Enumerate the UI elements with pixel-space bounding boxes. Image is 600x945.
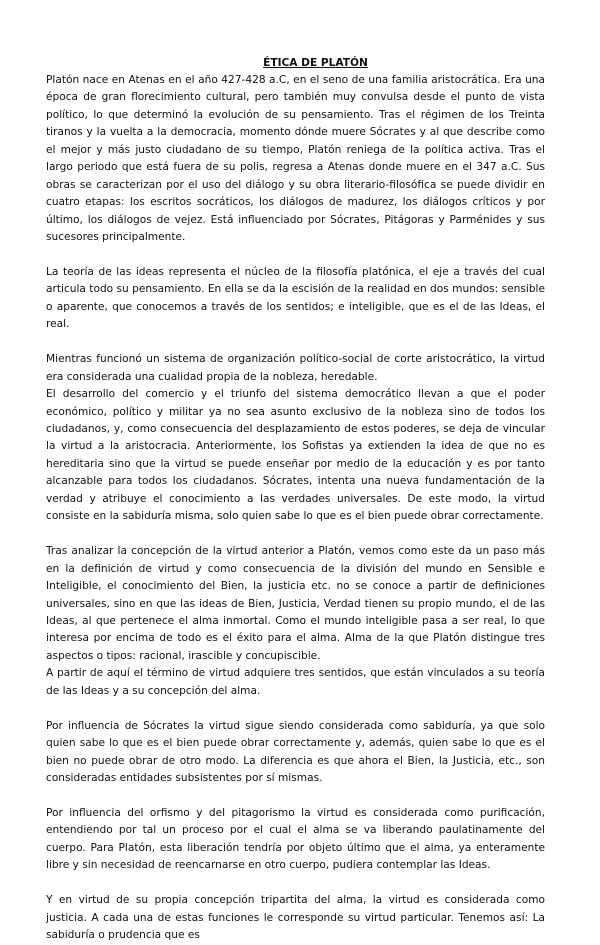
paragraph-democracy-virtue: El desarrollo del comercio y el triunfo del sistema democrático llevan a que el poder económico, político y militar ya no sea asunto exclusivo de la nobleza sino de todos los ciudadanos, y, como consecuencia del desplazamiento de estos poderes, se deja de vincular la virtud a la aristocracia. Anteriormente, los Sofistas ya extienden la idea de que no es hereditaria sino que la virtud se puede enseñar por medio de la educación y es por tanto alcanzable para todos los ciudadanos. Sócrates, intenta una nueva fundamentación de la verdad y atribuye el conocimiento a las verdades universales. De este modo, la virtud consiste en la sabiduría misma, solo quien sabe lo que es el bien puede obrar correctamente. [46, 388, 545, 523]
paragraph-gap [46, 700, 545, 717]
paragraph-aristocratic-virtue: Mientras funcionó un sistema de organización político-social de corte aristocrático, la virtud era considerada una cualidad propia de la nobleza, heredable. [46, 353, 545, 383]
paragraph-gap [46, 875, 545, 892]
paragraph-gap [46, 526, 545, 543]
paragraph-gap [46, 788, 545, 805]
paragraph-virtue-justice: Y en virtud de su propia concepción tripartita del alma, la virtud es considerada como justicia. A cada una de estas funciones le corresponde su virtud particular. Tenemos así: La sabiduría o prudencia que es [46, 894, 545, 942]
document-title: ÉTICA DE PLATÓN [263, 57, 368, 69]
paragraph-platonic-virtue: Tras analizar la concepción de la virtud anterior a Platón, vemos como este da un paso más en la definición de virtud y como consecuencia de la división del mundo en Sensible e Inteligible, el conocimiento del Bien, la justicia etc. no se conoce a partir de definiciones universales, sino en que las ideas de Bien, Justicia, Verdad tienen su propio mundo, el de las Ideas, al que pertenece el alma inmortal. Como el mundo inteligible pasa a ser real, lo que interesa por encima de todo es el éxito para el alma. Alma de la que Platón distingue tres aspectos o tipos: racional, irascible y concupiscible. [46, 545, 545, 662]
paragraph-gap [46, 334, 545, 351]
paragraph-virtue-purification: Por influencia del orfismo y del pitagorismo la virtud es considerada como purificación, entendiendo por tal un proceso por el cual el alma se va liberando paulatinamente del cuerpo. Para Platón, esta liberación tendría por objeto último que el alma, ya enteramente libre y sin necesidad de reencarnarse en otro cuerpo, pudiera contemplar las Ideas. [46, 806, 545, 872]
paragraph-three-senses: A partir de aquí el término de virtud adquiere tres sentidos, que están vinculados a su teoría de las Ideas y a su concepción del alma. [46, 667, 545, 697]
paragraph-biography: Platón nace en Atenas en el año 427-428 a.C, en el seno de una familia aristocrática. Era una época de gran florecimiento cultural, pero también muy convulsa desde el punto de vista político, lo que determinó la evolución de su pensamiento. Tras el régimen de los Treinta tiranos y la vuelta a la democracia, momento dónde muere Sócrates y al que describe como el mejor y más justo ciudadano de su tiempo, Platón reniega de la política activa. Tras el largo periodo que está fuera de su polis, regresa a Atenas donde muere en el 347 a.C. Sus obras se caracterizan por el uso del diálogo y su obra literario-filosófica se puede dividir en cuatro etapas: los escritos socráticos, los diálogos de madurez, los diálogos críticos y por último, los diálogos de vejez. Está influenciado por Sócrates, Pitágoras y Parménides y sus sucesores principalmente. [46, 74, 545, 244]
paragraph-virtue-wisdom: Por influencia de Sócrates la virtud sigue siendo considerada como sabiduría, ya que solo quien sabe lo que es el bien puede obrar correctamente y, además, quien sabe lo que es el bien no puede obrar de otro modo. La diferencia es que ahora el Bien, la Justicia, etc., son consideradas entidades subsistentes por sí mismas. [46, 719, 545, 785]
paragraph-gap [46, 247, 545, 264]
paragraph-theory-of-ideas: La teoría de las ideas representa el núcleo de la filosofía platónica, el eje a través del cual articula todo su pensamiento. En ella se da la escisión de la realidad en dos mundos: sensible o aparente, que conocemos a través de los sentidos; e inteligible, que es el de las Ideas, el real. [46, 265, 545, 331]
